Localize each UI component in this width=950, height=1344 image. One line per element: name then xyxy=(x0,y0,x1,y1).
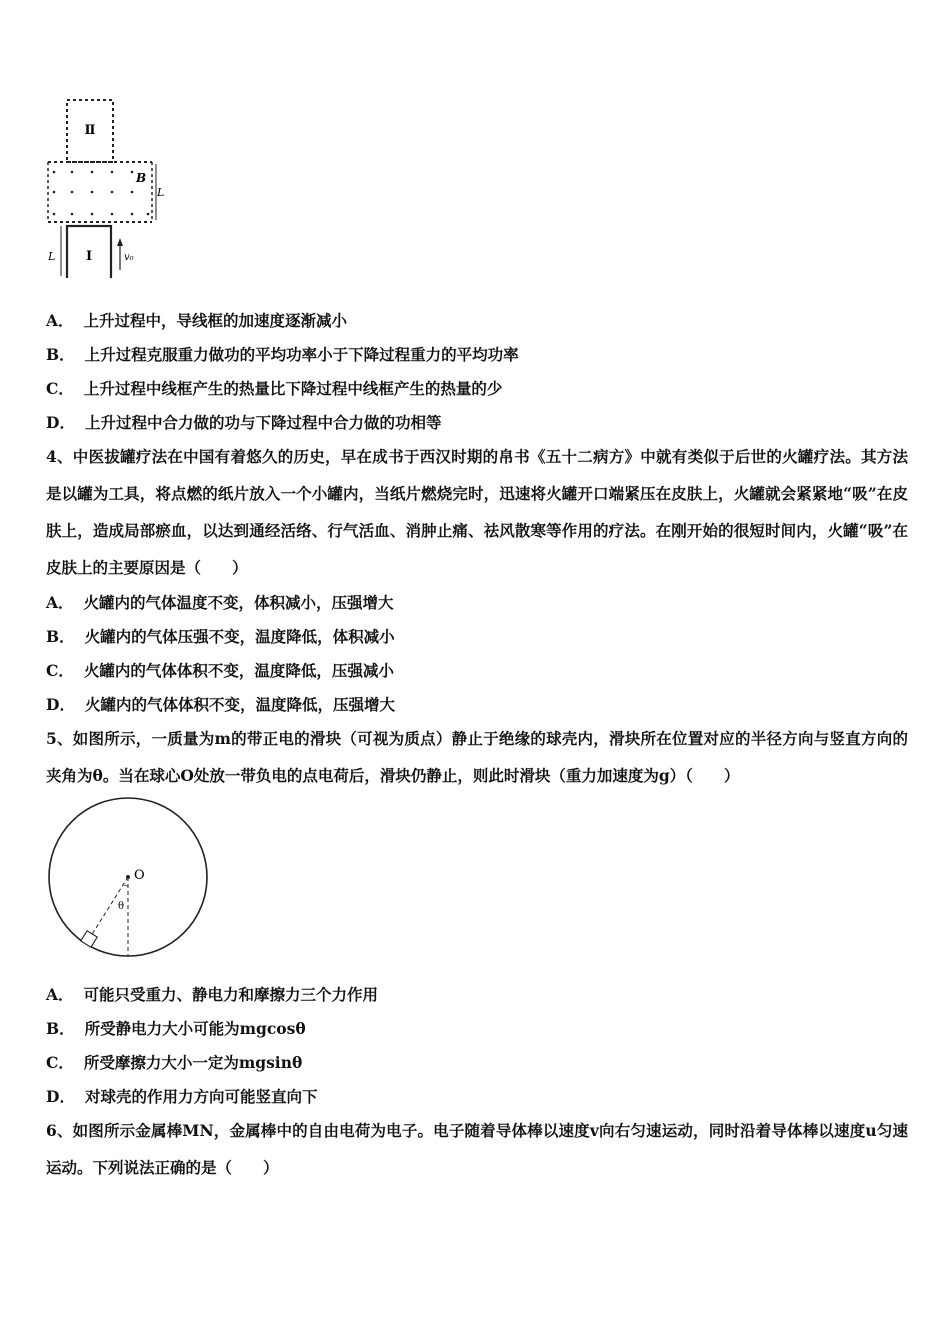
frame-lower-label: Ⅰ xyxy=(85,249,93,264)
field-width-label: L xyxy=(157,186,165,199)
velocity-label: v₀ xyxy=(124,252,134,263)
slider-block xyxy=(81,931,98,948)
center-label: O xyxy=(134,868,145,883)
magnetic-field-figure xyxy=(40,92,170,278)
frame-upper-label: Ⅱ xyxy=(84,123,96,138)
q5-stem: 5、如图所示，一质量为m的带正电的滑块（可视为质点）静止于绝缘的球壳内，滑块所在位置对应的半径方向与竖直方向的夹角为θ。当在球心O处放一带负电的点电荷后，滑块仍静止，则此时滑块（重力加速度为g）（ ） xyxy=(46,729,908,785)
spherical-shell-figure xyxy=(44,796,214,962)
field-label: B xyxy=(136,171,147,185)
q5-option-c: C． 所受摩擦力大小一定为mgsinθ xyxy=(46,1053,303,1072)
q5-option-d: D． 对球壳的作用力方向可能竖直向下 xyxy=(46,1087,318,1106)
field-dots xyxy=(53,171,150,216)
q3-option-d: D． 上升过程中合力做的功与下降过程中合力做的功相等 xyxy=(46,413,442,432)
angle-label: θ xyxy=(118,901,125,912)
q4-stem: 4、中医拔罐疗法在中国有着悠久的历史，早在成书于西汉时期的帛书《五十二病方》中就有类似于后世的火罐疗法。其方法是以罐为工具，将点燃的纸片放入一个小罐内，当纸片燃烧完时，迅速将火罐开口端紧压在皮肤上，火罐就会紧紧地“吸”在皮肤上，造成局部瘀血，以达到通经活络、行气活血、消肿止痛、祛风散寒等作用的疗法。在刚开始的很短时间内，火罐“吸”在皮肤上的主要原因是（ ） xyxy=(46,447,908,577)
side-length-label: L xyxy=(48,250,56,263)
q3-option-a: A． 上升过程中，导线框的加速度逐渐减小 xyxy=(46,311,348,330)
q6-stem: 6、如图所示金属棒MN，金属棒中的自由电荷为电子。电子随着导体棒以速度v向右匀速运动，同时沿着导体棒以速度u匀速运动。下列说法正确的是（ ） xyxy=(46,1121,908,1177)
q4-option-a: A． 火罐内的气体温度不变，体积减小，压强增大 xyxy=(46,593,394,612)
q5-option-b: B． 所受静电力大小可能为mgcosθ xyxy=(46,1019,306,1038)
q3-option-c: C． 上升过程中线框产生的热量比下降过程中线框产生的热量的少 xyxy=(46,379,503,398)
q3-option-b: B． 上升过程克服重力做功的平均功率小于下降过程重力的平均功率 xyxy=(46,345,519,364)
q4-option-d: D． 火罐内的气体体积不变，温度降低，压强增大 xyxy=(46,695,395,714)
q4-option-c: C． 火罐内的气体体积不变，温度降低，压强减小 xyxy=(46,661,394,680)
q4-option-b: B． 火罐内的气体压强不变，温度降低，体积减小 xyxy=(46,627,395,646)
q5-option-a: A． 可能只受重力、静电力和摩擦力三个力作用 xyxy=(46,985,379,1004)
